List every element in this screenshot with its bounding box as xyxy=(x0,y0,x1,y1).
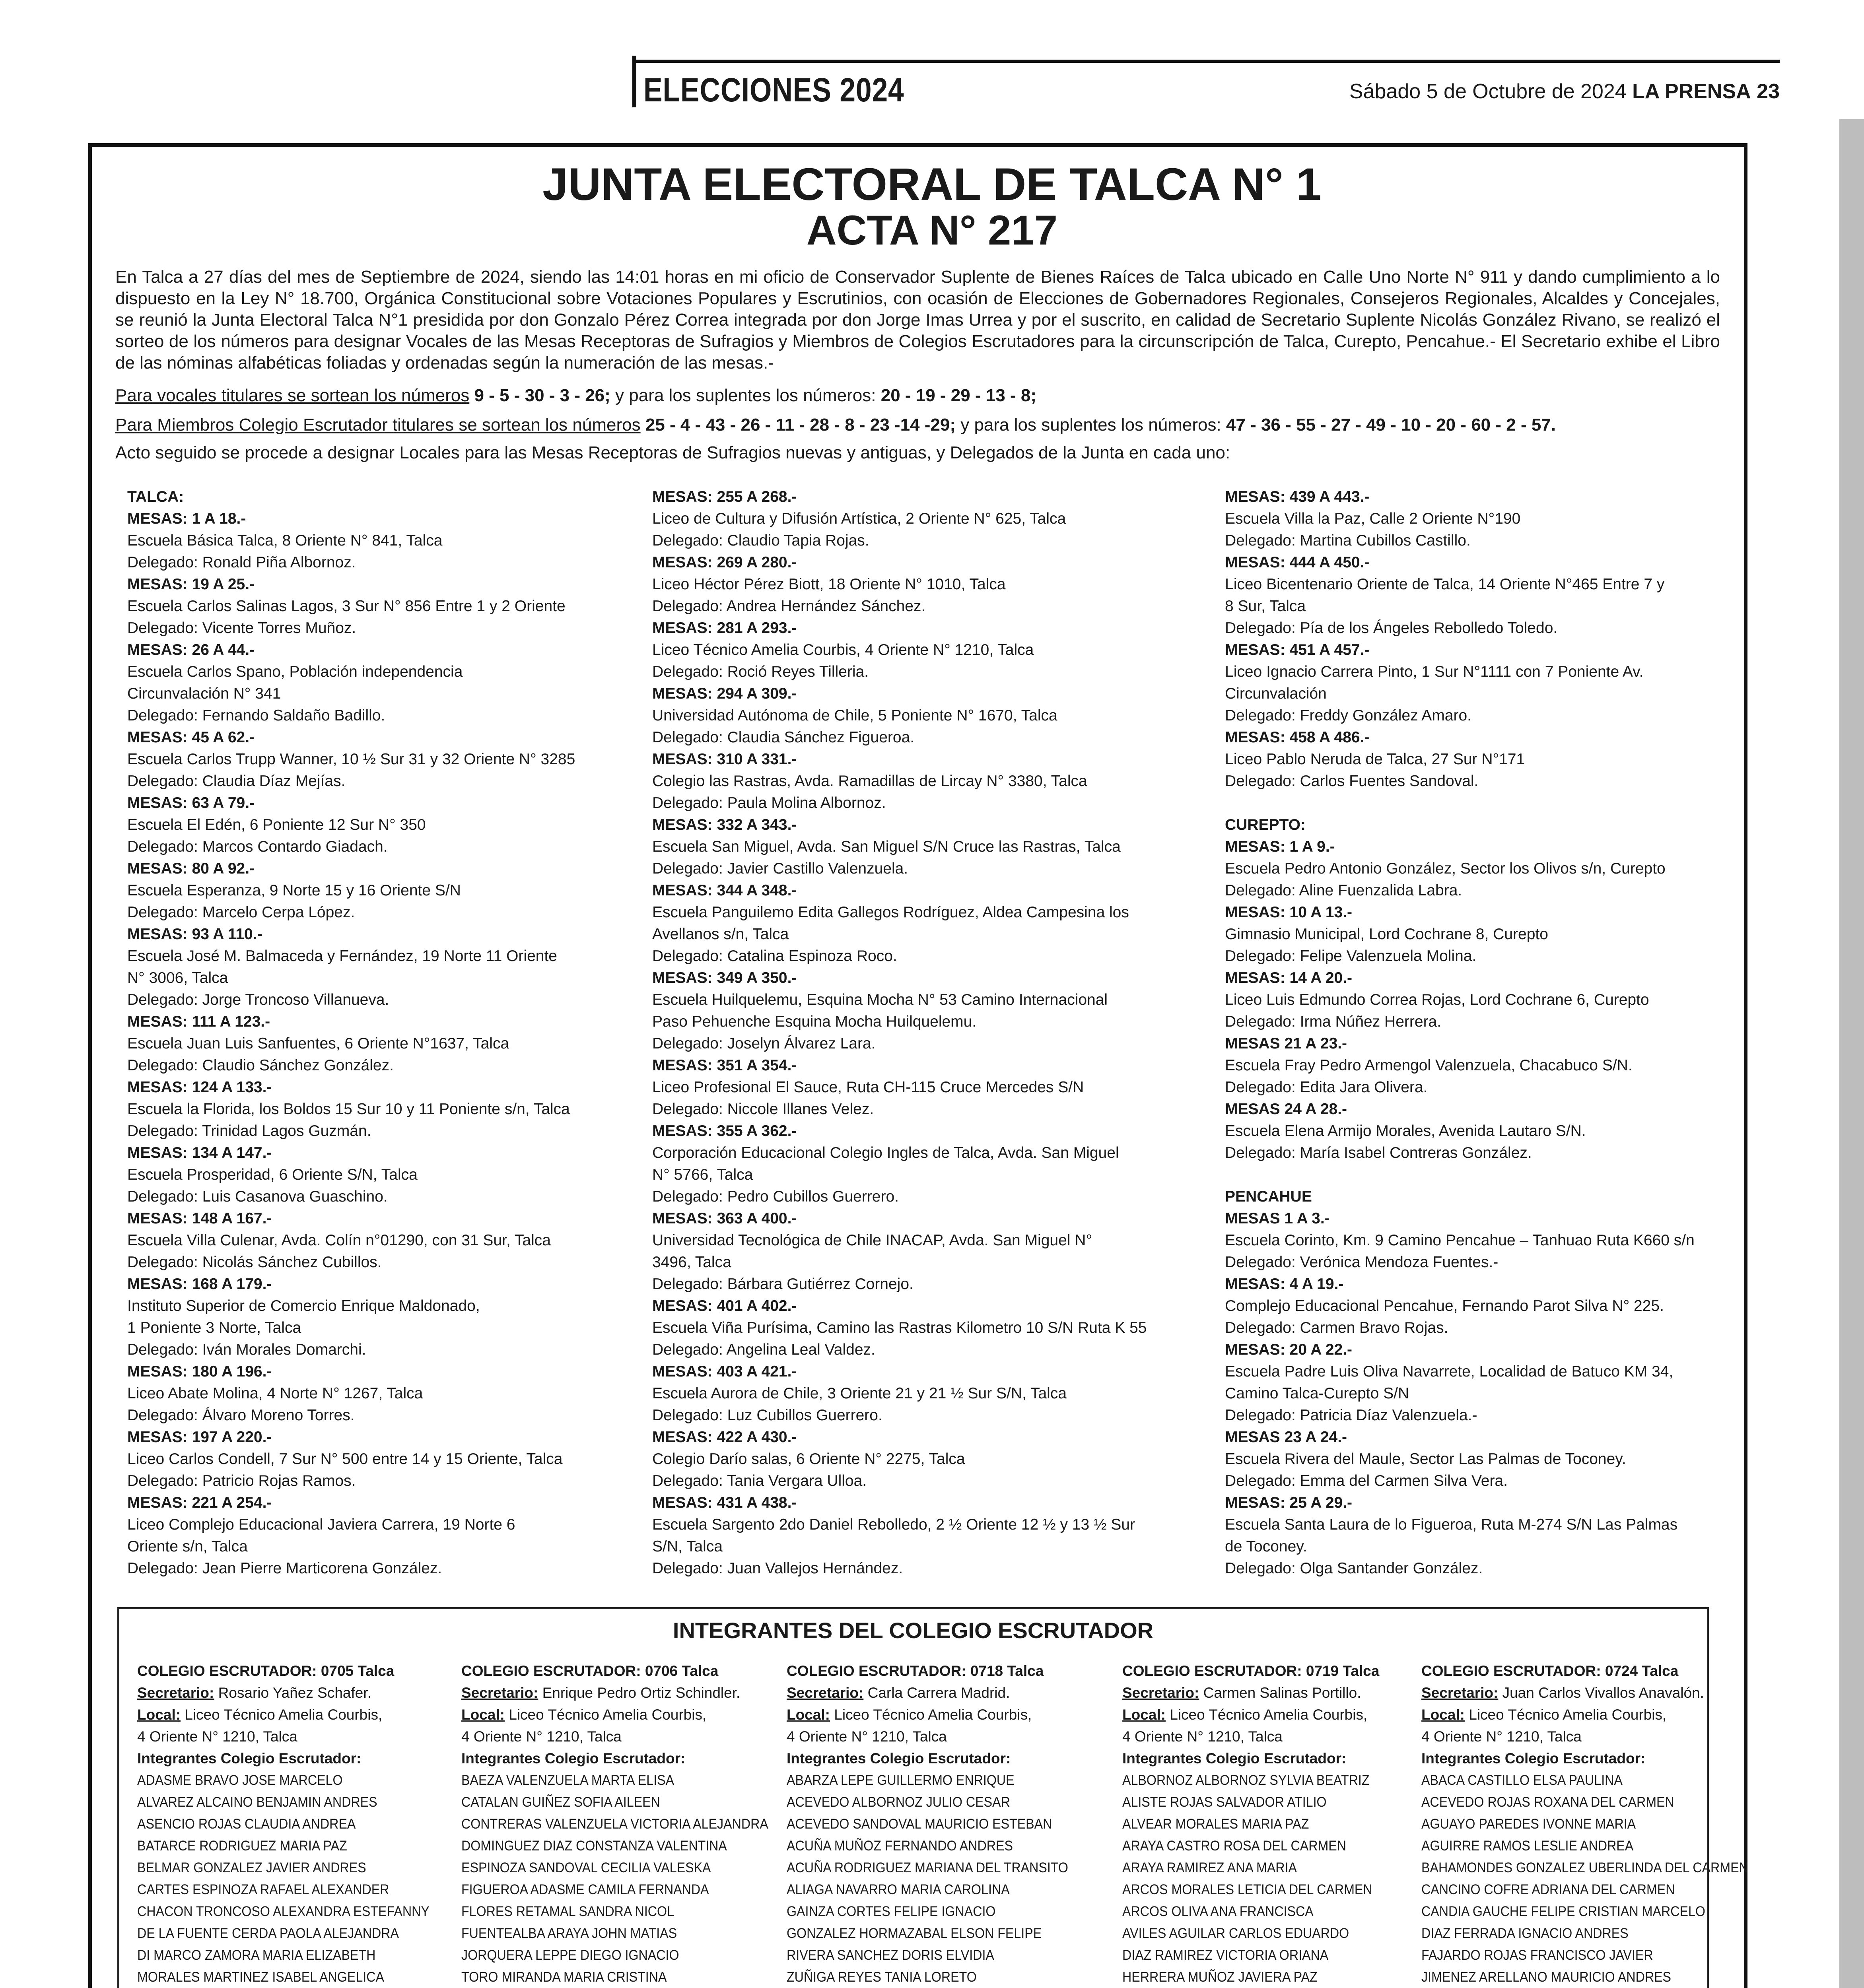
mesas-heading: MESAS: 14 A 20.- xyxy=(1225,969,1353,986)
colegio-label: COLEGIO ESCRUTADOR: xyxy=(1122,1663,1302,1679)
mesas-heading: MESAS: 45 A 62.- xyxy=(127,729,255,746)
locale-line: Liceo Pablo Neruda de Talca, 27 Sur N°171 xyxy=(1225,751,1525,768)
integrante-name: MORALES MARTINEZ ISABEL ANGELICA xyxy=(137,1969,384,1985)
mesas-heading: MESAS: 431 A 438.- xyxy=(652,1494,797,1511)
mesas-heading: MESAS: 451 A 457.- xyxy=(1225,641,1370,658)
secretario-label: Secretario: xyxy=(1122,1685,1199,1701)
locale-line: Escuela Elena Armijo Morales, Avenida Lautaro S/N. xyxy=(1225,1122,1586,1140)
colegio-0705 xyxy=(137,1660,455,1988)
locale-line: N° 5766, Talca xyxy=(652,1166,753,1183)
colegio-local xyxy=(461,1704,795,1726)
integrante-name: AGUAYO PAREDES IVONNE MARIA xyxy=(1421,1816,1636,1832)
mesas-heading: MESAS: 403 A 421.- xyxy=(652,1363,797,1380)
locale-line: 8 Sur, Talca xyxy=(1225,598,1306,615)
mesas-heading: MESAS: 294 A 309.- xyxy=(652,685,797,702)
colegio-local-2 xyxy=(461,1726,795,1747)
page-edge-right xyxy=(1839,119,1864,1988)
locale-line: Escuela Pedro Antonio González, Sector los Olivos s/n, Curepto xyxy=(1225,860,1666,877)
locale-line: Escuela Carlos Salinas Lagos, 3 Sur N° 856 Entre 1 y 2 Oriente xyxy=(127,598,566,615)
integrante-name: AGUIRRE RAMOS LESLIE ANDREA xyxy=(1421,1838,1634,1854)
integrante-name: ACUÑA RODRIGUEZ MARIANA DEL TRANSITO xyxy=(787,1860,1068,1875)
integrante-name: ACEVEDO SANDOVAL MAURICIO ESTEBAN xyxy=(787,1816,1052,1832)
locale-line: Escuela Padre Luis Oliva Navarrete, Localidad de Batuco KM 34, xyxy=(1225,1363,1674,1380)
local-line-1: Liceo Técnico Amelia Courbis, xyxy=(185,1706,383,1723)
secretario-name: Enrique Pedro Ortiz Schindler. xyxy=(542,1685,741,1701)
colegio-code: 0705 Talca xyxy=(321,1663,395,1679)
locale-line: Delegado: Paula Molina Albornoz. xyxy=(652,794,886,812)
locale-line: Delegado: Claudio Sánchez González. xyxy=(127,1057,394,1074)
sorteo-vocales-label: Para vocales titulares se sortean los números xyxy=(115,386,470,405)
integrante-name: DIAZ RAMIREZ VICTORIA ORIANA xyxy=(1122,1947,1329,1963)
integrante-name: ACEVEDO ROJAS ROXANA DEL CARMEN xyxy=(1421,1794,1674,1810)
colegio-integrantes-header xyxy=(461,1747,795,1769)
locales-column-1 xyxy=(127,486,575,1579)
locale-line: Escuela Básica Talca, 8 Oriente N° 841, Talca xyxy=(127,532,443,549)
colegio-header xyxy=(1122,1660,1394,1682)
locale-line: Delegado: Nicolás Sánchez Cubillos. xyxy=(127,1254,382,1271)
sorteo-colegio-suplentes: 47 - 36 - 55 - 27 - 49 - 10 - 20 - 60 - 2 - 57. xyxy=(1226,415,1556,435)
integrante-name: ABARZA LEPE GUILLERMO ENRIQUE xyxy=(787,1773,1015,1788)
colegio-local-2 xyxy=(1421,1726,1777,1747)
local-line-2: 4 Oriente N° 1210, Talca xyxy=(137,1728,297,1745)
section-title: ELECCIONES 2024 xyxy=(643,71,904,109)
locale-line: Colegio Darío salas, 6 Oriente N° 2275, Talca xyxy=(652,1450,965,1468)
locale-line: Liceo Luis Edmundo Correa Rojas, Lord Cochrane 6, Curepto xyxy=(1225,991,1649,1008)
locale-line: 1 Poniente 3 Norte, Talca xyxy=(127,1319,301,1336)
mesas-heading: MESAS: 25 A 29.- xyxy=(1225,1494,1353,1511)
locale-line: Escuela Villa Culenar, Avda. Colín n°01290, con 31 Sur, Talca xyxy=(127,1232,551,1249)
integrante-name: CARTES ESPINOZA RAFAEL ALEXANDER xyxy=(137,1882,389,1897)
colegio-integrantes-header xyxy=(1421,1747,1777,1769)
integrante-name: ALISTE ROJAS SALVADOR ATILIO xyxy=(1122,1794,1327,1810)
locale-line: Delegado: Catalina Espinoza Roco. xyxy=(652,947,897,965)
locale-line: Oriente s/n, Talca xyxy=(127,1538,248,1555)
notice-title: JUNTA ELECTORAL DE TALCA N° 1 xyxy=(542,159,1322,210)
mesas-heading: MESAS: 93 A 110.- xyxy=(127,926,262,943)
locale-line: N° 3006, Talca xyxy=(127,969,228,986)
locale-line: Circunvalación N° 341 xyxy=(127,685,281,702)
mesas-heading: MESAS: 134 A 147.- xyxy=(127,1144,272,1161)
colegio-code: 0718 Talca xyxy=(970,1663,1044,1679)
locale-line: Escuela Viña Purísima, Camino las Rastras Kilometro 10 S/N Ruta K 55 xyxy=(652,1319,1147,1336)
locale-line: Delegado: Vicente Torres Muñoz. xyxy=(127,619,356,637)
local-line-2: 4 Oriente N° 1210, Talca xyxy=(1421,1728,1582,1745)
locale-line: Delegado: Verónica Mendoza Fuentes.- xyxy=(1225,1254,1499,1271)
mesas-heading: MESAS: 26 A 44.- xyxy=(127,641,255,658)
mesas-heading: MESAS: 281 A 293.- xyxy=(652,619,797,637)
sorteo-colegio-label: Para Miembros Colegio Escrutador titulares se sortean los números xyxy=(115,415,641,435)
integrante-name: BELMAR GONZALEZ JAVIER ANDRES xyxy=(137,1860,366,1875)
locale-line: Liceo Bicentenario Oriente de Talca, 14 Oriente N°465 Entre 7 y xyxy=(1225,576,1665,593)
integrante-name: ZUÑIGA REYES TANIA LORETO xyxy=(787,1969,977,1985)
secretario-name: Rosario Yañez Schafer. xyxy=(218,1685,371,1701)
locale-line: Delegado: Marcos Contardo Giadach. xyxy=(127,838,388,855)
locale-line: Escuela San Miguel, Avda. San Miguel S/N Cruce las Rastras, Talca xyxy=(652,838,1121,855)
integrante-name: ASENCIO ROJAS CLAUDIA ANDREA xyxy=(137,1816,356,1832)
colegio-0718 xyxy=(787,1660,1093,1988)
mesas-heading: MESAS: 255 A 268.- xyxy=(652,488,797,505)
sorteo-vocales-suplentes: 20 - 19 - 29 - 13 - 8; xyxy=(880,386,1037,405)
integrante-name: JORQUERA LEPPE DIEGO IGNACIO xyxy=(461,1947,679,1963)
integrante-name: BAEZA VALENZUELA MARTA ELISA xyxy=(461,1773,674,1788)
spacer xyxy=(1225,1164,1695,1186)
integrante-name: ACUÑA MUÑOZ FERNANDO ANDRES xyxy=(787,1838,1013,1854)
locale-line: Liceo Complejo Educacional Javiera Carrera, 19 Norte 6 xyxy=(127,1516,515,1533)
locale-line: Escuela Rivera del Maule, Sector Las Palmas de Toconey. xyxy=(1225,1450,1626,1468)
mesas-heading: MESAS: 111 A 123.- xyxy=(127,1013,270,1030)
integrante-name: ALVEAR MORALES MARIA PAZ xyxy=(1122,1816,1309,1832)
integrante-name: FLORES RETAMAL SANDRA NICOL xyxy=(461,1904,674,1919)
mesas-heading: MESAS: 10 A 13.- xyxy=(1225,904,1353,921)
locale-line: Escuela Villa la Paz, Calle 2 Oriente N°190 xyxy=(1225,510,1521,527)
locale-line: Delegado: Fernando Saldaño Badillo. xyxy=(127,707,385,724)
paper-name: LA PRENSA xyxy=(1632,80,1751,103)
locale-line: Delegado: Martina Cubillos Castillo. xyxy=(1225,532,1471,549)
colegio-0706 xyxy=(461,1660,795,1988)
colegio-local xyxy=(1421,1704,1777,1726)
locale-line: Liceo Héctor Pérez Biott, 18 Oriente N° 1010, Talca xyxy=(652,576,1006,593)
integrante-name: CHACON TRONCOSO ALEXANDRA ESTEFANNY xyxy=(137,1904,430,1919)
locale-line: Escuela José M. Balmaceda y Fernández, 19 Norte 11 Oriente xyxy=(127,947,557,965)
locale-line: Delegado: Andrea Hernández Sánchez. xyxy=(652,598,926,615)
integrante-name: DI MARCO ZAMORA MARIA ELIZABETH xyxy=(137,1947,376,1963)
locale-line: Universidad Tecnológica de Chile INACAP, Avda. San Miguel N° xyxy=(652,1232,1092,1249)
locale-line: Liceo Ignacio Carrera Pinto, 1 Sur N°1111 con 7 Poniente Av. xyxy=(1225,663,1644,680)
mesas-heading: MESAS: 332 A 343.- xyxy=(652,816,797,833)
mesas-heading: MESAS: 1 A 9.- xyxy=(1225,838,1335,855)
mesas-heading: MESAS: 363 A 400.- xyxy=(652,1210,797,1227)
colegio-label: COLEGIO ESCRUTADOR: xyxy=(1421,1663,1601,1679)
locale-line: Delegado: Joselyn Álvarez Lara. xyxy=(652,1035,876,1052)
mesas-heading: MESAS: 180 A 196.- xyxy=(127,1363,272,1380)
locale-line: Delegado: Carlos Fuentes Sandoval. xyxy=(1225,773,1479,790)
locale-line: Liceo Abate Molina, 4 Norte N° 1267, Talca xyxy=(127,1385,423,1402)
colegio-secretario xyxy=(1421,1682,1777,1704)
integrante-name: FAJARDO ROJAS FRANCISCO JAVIER xyxy=(1421,1947,1653,1963)
integrante-name: ALVAREZ ALCAINO BENJAMIN ANDRES xyxy=(137,1794,377,1810)
mesas-heading: MESAS: 422 A 430.- xyxy=(652,1429,797,1446)
mesas-heading: CUREPTO: xyxy=(1225,816,1306,833)
colegio-secretario xyxy=(787,1682,1093,1704)
colegio-header xyxy=(1421,1660,1777,1682)
integrante-name: FUENTEALBA ARAYA JOHN MATIAS xyxy=(461,1926,677,1941)
colegio-label: COLEGIO ESCRUTADOR: xyxy=(461,1663,641,1679)
locale-line: Delegado: Angelina Leal Valdez. xyxy=(652,1341,875,1358)
colegio-code: 0724 Talca xyxy=(1605,1663,1679,1679)
locale-line: Delegado: Claudio Tapia Rojas. xyxy=(652,532,869,549)
locale-line: Escuela Juan Luis Sanfuentes, 6 Oriente N°1637, Talca xyxy=(127,1035,509,1052)
mesas-heading: MESAS: 439 A 443.- xyxy=(1225,488,1370,505)
integrante-name: CANDIA GAUCHE FELIPE CRISTIAN MARCELO xyxy=(1421,1904,1705,1919)
local-label: Local: xyxy=(787,1706,830,1723)
locales-column-3 xyxy=(1225,486,1695,1579)
locale-line: Delegado: Ronald Piña Albornoz. xyxy=(127,554,356,571)
locale-line: Liceo Técnico Amelia Courbis, 4 Oriente N° 1210, Talca xyxy=(652,641,1034,658)
mesas-heading: PENCAHUE xyxy=(1225,1188,1312,1205)
mesas-heading: MESAS: 221 A 254.- xyxy=(127,1494,272,1511)
local-line-2: 4 Oriente N° 1210, Talca xyxy=(1122,1728,1283,1745)
locale-line: Escuela Prosperidad, 6 Oriente S/N, Talca xyxy=(127,1166,418,1183)
colegio-local xyxy=(1122,1704,1394,1726)
mesas-heading: MESAS: 401 A 402.- xyxy=(652,1297,797,1314)
integrante-name: ABACA CASTILLO ELSA PAULINA xyxy=(1421,1773,1623,1788)
integrantes-label: Integrantes Colegio Escrutador: xyxy=(461,1750,686,1767)
integrante-name: DOMINGUEZ DIAZ CONSTANZA VALENTINA xyxy=(461,1838,727,1854)
notice-subtitle: ACTA N° 217 xyxy=(806,207,1058,254)
mesas-heading: MESAS: 310 A 331.- xyxy=(652,751,797,768)
locale-line: Instituto Superior de Comercio Enrique Maldonado, xyxy=(127,1297,480,1314)
secretario-name: Carmen Salinas Portillo. xyxy=(1203,1685,1361,1701)
locale-line: Delegado: Jorge Troncoso Villanueva. xyxy=(127,991,389,1008)
locale-line: Escuela Fray Pedro Armengol Valenzuela, Chacabuco S/N. xyxy=(1225,1057,1633,1074)
sorteo-colegio-titulares: 25 - 4 - 43 - 26 - 11 - 28 - 8 - 23 -14 -29; xyxy=(645,415,956,435)
local-line-2: 4 Oriente N° 1210, Talca xyxy=(461,1728,622,1745)
mesas-heading: MESAS: 20 A 22.- xyxy=(1225,1341,1353,1358)
integrante-name: ARAYA CASTRO ROSA DEL CARMEN xyxy=(1122,1838,1347,1854)
locale-line: Delegado: Irma Núñez Herrera. xyxy=(1225,1013,1442,1030)
mesas-heading: MESAS: 269 A 280.- xyxy=(652,554,797,571)
colegio-header xyxy=(461,1660,795,1682)
integrantes-label: Integrantes Colegio Escrutador: xyxy=(1421,1750,1646,1767)
locale-line: Escuela Sargento 2do Daniel Rebolledo, 2 ½ Oriente 12 ½ y 13 ½ Sur xyxy=(652,1516,1135,1533)
mesas-heading: MESAS: 63 A 79.- xyxy=(127,794,255,812)
locale-line: Liceo Profesional El Sauce, Ruta CH-115 Cruce Mercedes S/N xyxy=(652,1079,1084,1096)
locale-line: Liceo Carlos Condell, 7 Sur N° 500 entre 14 y 15 Oriente, Talca xyxy=(127,1450,563,1468)
locale-line: Delegado: Jean Pierre Marticorena González. xyxy=(127,1560,442,1577)
locale-line: Avellanos s/n, Talca xyxy=(652,926,789,943)
locale-line: Delegado: Marcelo Cerpa López. xyxy=(127,904,355,921)
sorteo-vocales xyxy=(115,385,1730,406)
colegio-local xyxy=(137,1704,455,1726)
secretario-name: Juan Carlos Vivallos Anavalón. xyxy=(1502,1685,1704,1701)
locale-line: Corporación Educacional Colegio Ingles de Talca, Avda. San Miguel xyxy=(652,1144,1119,1161)
locale-line: Delegado: Bárbara Gutiérrez Cornejo. xyxy=(652,1276,914,1293)
mesas-heading: MESAS: 458 A 486.- xyxy=(1225,729,1370,746)
issue-date xyxy=(1349,80,1780,103)
mesas-heading: MESAS: 344 A 348.- xyxy=(652,882,797,899)
colegio-header xyxy=(787,1660,1093,1682)
colegio-code: 0706 Talca xyxy=(645,1663,719,1679)
locale-line: Delegado: Olga Santander González. xyxy=(1225,1560,1483,1577)
integrante-name: TORO MIRANDA MARIA CRISTINA xyxy=(461,1969,667,1985)
integrante-name: ADASME BRAVO JOSE MARCELO xyxy=(137,1773,343,1788)
mesas-heading: MESAS 24 A 28.- xyxy=(1225,1101,1347,1118)
sorteo-vocales-mid: y para los suplentes los números: xyxy=(610,386,881,405)
locale-line: Delegado: Patricia Díaz Valenzuela.- xyxy=(1225,1407,1477,1424)
mesas-heading: MESAS: 148 A 167.- xyxy=(127,1210,272,1227)
locale-line: Escuela Huilquelemu, Esquina Mocha N° 53 Camino Internacional xyxy=(652,991,1108,1008)
sorteo-vocales-titulares: 9 - 5 - 30 - 3 - 26; xyxy=(474,386,610,405)
local-line-2: 4 Oriente N° 1210, Talca xyxy=(787,1728,947,1745)
colegio-local-2 xyxy=(787,1726,1093,1747)
locale-line: Delegado: Felipe Valenzuela Molina. xyxy=(1225,947,1477,965)
integrante-name: GONZALEZ HORMAZABAL ELSON FELIPE xyxy=(787,1926,1042,1941)
integrante-name: FIGUEROA ADASME CAMILA FERNANDA xyxy=(461,1882,709,1897)
locale-line: Escuela El Edén, 6 Poniente 12 Sur N° 350 xyxy=(127,816,426,833)
local-label: Local: xyxy=(1122,1706,1166,1723)
mesas-heading: MESAS: 1 A 18.- xyxy=(127,510,246,527)
mesas-heading: MESAS: 351 A 354.- xyxy=(652,1057,797,1074)
locale-line: Delegado: María Isabel Contreras González. xyxy=(1225,1144,1532,1161)
mesas-heading: TALCA: xyxy=(127,488,184,505)
colegio-local-2 xyxy=(1122,1726,1394,1747)
locale-line: Circunvalación xyxy=(1225,685,1327,702)
local-label: Local: xyxy=(137,1706,181,1723)
locale-line: Delegado: Luis Casanova Guaschino. xyxy=(127,1188,388,1205)
local-label: Local: xyxy=(1421,1706,1465,1723)
integrante-name: ALBORNOZ ALBORNOZ SYLVIA BEATRIZ xyxy=(1122,1773,1370,1788)
local-line-1: Liceo Técnico Amelia Courbis, xyxy=(1469,1706,1667,1723)
integrante-name: RIVERA SANCHEZ DORIS ELVIDIA xyxy=(787,1947,994,1963)
integrante-name: GAINZA CORTES FELIPE IGNACIO xyxy=(787,1904,996,1919)
integrante-name: JIMENEZ ARELLANO MAURICIO ANDRES xyxy=(1421,1969,1672,1985)
colegio-label: COLEGIO ESCRUTADOR: xyxy=(137,1663,317,1679)
colegio-code: 0719 Talca xyxy=(1306,1663,1380,1679)
locale-line: Delegado: Claudia Díaz Mejías. xyxy=(127,773,346,790)
page-number: 23 xyxy=(1757,80,1780,103)
colegio-secretario xyxy=(137,1682,455,1704)
locale-line: Delegado: Freddy González Amaro. xyxy=(1225,707,1472,724)
local-line-1: Liceo Técnico Amelia Courbis, xyxy=(1170,1706,1368,1723)
locale-line: Universidad Autónoma de Chile, 5 Poniente N° 1670, Talca xyxy=(652,707,1057,724)
intro-paragraph: En Talca a 27 días del mes de Septiembre de 2024, siendo las 14:01 horas en mi oficio de Conservador Suplente de Bienes Raíces de Talca ubicado en Calle Uno Norte N° 911 y dando cumplimiento a lo dispuesto en la Ley N° 18.700, Orgánica Constitucional sobre Votaciones Populares y Escrutinios, con ocasión de Elecciones de Gobernadores Regionales, Consejeros Regionales, Alcaldes y Concejales, se reunió la Junta Electoral Talca N°1 presidida por don Gonzalo Pérez Correa integrada por don Jorge Imas Urrea y por el suscrito, en calidad de Secretario Suplente Nicolás González Rivano, se realizó el sorteo de los números para designar Vocales de las Mesas Receptoras de Sufragios y Miembros de Colegios Escrutadores para la circunscripción de Talca, Curepto, Pencahue.- El Secretario exhibe el Libro de las nóminas alfabéticas foliadas y ordenadas según la numeración de las mesas.- xyxy=(115,267,1720,373)
integrante-name: AVILES AGUILAR CARLOS EDUARDO xyxy=(1122,1926,1349,1941)
locale-line: Delegado: Edita Jara Olivera. xyxy=(1225,1079,1428,1096)
locale-line: Colegio las Rastras, Avda. Ramadillas de Lircay N° 3380, Talca xyxy=(652,773,1087,790)
date-text: Sábado 5 de Octubre de 2024 xyxy=(1349,80,1627,103)
locale-line: Delegado: Álvaro Moreno Torres. xyxy=(127,1407,355,1424)
locale-line: Delegado: Carmen Bravo Rojas. xyxy=(1225,1319,1448,1336)
locale-line: Escuela Aurora de Chile, 3 Oriente 21 y 21 ½ Sur S/N, Talca xyxy=(652,1385,1067,1402)
mesas-heading: MESAS 21 A 23.- xyxy=(1225,1035,1347,1052)
locale-line: Delegado: Niccole Illanes Velez. xyxy=(652,1101,874,1118)
locale-line: Delegado: Roció Reyes Tilleria. xyxy=(652,663,869,680)
locale-line: Complejo Educacional Pencahue, Fernando Parot Silva N° 225. xyxy=(1225,1297,1664,1314)
colegio-secretario xyxy=(1122,1682,1394,1704)
integrantes-label: Integrantes Colegio Escrutador: xyxy=(787,1750,1011,1767)
integrante-name: BAHAMONDES GONZALEZ UBERLINDA DEL CARMEN xyxy=(1421,1860,1748,1875)
locale-line: de Toconey. xyxy=(1225,1538,1307,1555)
locale-line: Escuela Santa Laura de lo Figueroa, Ruta M-274 S/N Las Palmas xyxy=(1225,1516,1678,1533)
integrante-name: BATARCE RODRIGUEZ MARIA PAZ xyxy=(137,1838,347,1854)
colegio-label: COLEGIO ESCRUTADOR: xyxy=(787,1663,966,1679)
mesas-heading: MESAS: 355 A 362.- xyxy=(652,1122,797,1140)
locales-column-2 xyxy=(652,486,1147,1579)
secretario-label: Secretario: xyxy=(461,1685,538,1701)
header-bar xyxy=(632,56,636,107)
mesas-heading: MESAS: 19 A 25.- xyxy=(127,576,255,593)
colegio-local xyxy=(787,1704,1093,1726)
locale-line: Gimnasio Municipal, Lord Cochrane 8, Curepto xyxy=(1225,926,1548,943)
locale-line: Delegado: Iván Morales Domarchi. xyxy=(127,1341,366,1358)
locale-line: Delegado: Javier Castillo Valenzuela. xyxy=(652,860,908,877)
colegio-integrantes-header xyxy=(1122,1747,1394,1769)
locale-line: Delegado: Patricio Rojas Ramos. xyxy=(127,1472,356,1489)
secretario-label: Secretario: xyxy=(137,1685,214,1701)
integrante-name: ESPINOZA SANDOVAL CECILIA VALESKA xyxy=(461,1860,711,1875)
locale-line: Delegado: Emma del Carmen Silva Vera. xyxy=(1225,1472,1508,1489)
locales-intro: Acto seguido se procede a designar Locales para las Mesas Receptoras de Sufragios nuevas y antiguas, y Delegados de la Junta en cada uno: xyxy=(115,443,1230,462)
page-header xyxy=(0,0,1864,119)
integrantes-label: Integrantes Colegio Escrutador: xyxy=(137,1750,362,1767)
locale-line: Escuela Carlos Spano, Población independencia xyxy=(127,663,463,680)
sorteo-colegio xyxy=(115,414,1730,436)
spacer xyxy=(1225,792,1695,814)
integrante-name: ARCOS MORALES LETICIA DEL CARMEN xyxy=(1122,1882,1372,1897)
secretario-label: Secretario: xyxy=(787,1685,864,1701)
mesas-heading: MESAS: 349 A 350.- xyxy=(652,969,797,986)
locale-line: Escuela Corinto, Km. 9 Camino Pencahue – Tanhuao Ruta K660 s/n xyxy=(1225,1232,1695,1249)
integrante-name: ALIAGA NAVARRO MARIA CAROLINA xyxy=(787,1882,1010,1897)
integrante-name: HERRERA MUÑOZ JAVIERA PAZ xyxy=(1122,1969,1318,1985)
locale-line: Delegado: Tania Vergara Ulloa. xyxy=(652,1472,867,1489)
locale-line: Delegado: Juan Vallejos Hernández. xyxy=(652,1560,903,1577)
integrante-name: DIAZ FERRADA IGNACIO ANDRES xyxy=(1421,1926,1629,1941)
mesas-heading: MESAS: 168 A 179.- xyxy=(127,1276,272,1293)
sorteo-colegio-mid: y para los suplentes los números: xyxy=(956,415,1226,435)
locale-line: Liceo de Cultura y Difusión Artística, 2 Oriente N° 625, Talca xyxy=(652,510,1066,527)
locale-line: Delegado: Pedro Cubillos Guerrero. xyxy=(652,1188,899,1205)
integrante-name: CATALAN GUIÑEZ SOFIA AILEEN xyxy=(461,1794,660,1810)
mesas-heading: MESAS 1 A 3.- xyxy=(1225,1210,1330,1227)
local-line-1: Liceo Técnico Amelia Courbis, xyxy=(509,1706,707,1723)
colegio-0724 xyxy=(1421,1660,1777,1988)
locale-line: Delegado: Luz Cubillos Guerrero. xyxy=(652,1407,882,1424)
colegio-title: INTEGRANTES DEL COLEGIO ESCRUTADOR xyxy=(673,1618,1154,1643)
local-line-1: Liceo Técnico Amelia Courbis, xyxy=(834,1706,1032,1723)
colegio-header xyxy=(137,1660,455,1682)
locale-line: Delegado: Aline Fuenzalida Labra. xyxy=(1225,882,1462,899)
colegio-0719 xyxy=(1122,1660,1394,1988)
locale-line: Delegado: Pía de los Ángeles Rebolledo Toledo. xyxy=(1225,619,1558,637)
locale-line: Escuela Esperanza, 9 Norte 15 y 16 Oriente S/N xyxy=(127,882,461,899)
locale-line: Paso Pehuenche Esquina Mocha Huilquelemu. xyxy=(652,1013,977,1030)
integrante-name: CANCINO COFRE ADRIANA DEL CARMEN xyxy=(1421,1882,1675,1897)
locale-line: Escuela Carlos Trupp Wanner, 10 ½ Sur 31 y 32 Oriente N° 3285 xyxy=(127,751,575,768)
colegio-secretario xyxy=(461,1682,795,1704)
integrante-name: CONTRERAS VALENZUELA VICTORIA ALEJANDRA xyxy=(461,1816,768,1832)
mesas-heading: MESAS 23 A 24.- xyxy=(1225,1429,1347,1446)
integrante-name: ARAYA RAMIREZ ANA MARIA xyxy=(1122,1860,1297,1875)
mesas-heading: MESAS: 4 A 19.- xyxy=(1225,1276,1344,1293)
mesas-heading: MESAS: 444 A 450.- xyxy=(1225,554,1370,571)
integrantes-label: Integrantes Colegio Escrutador: xyxy=(1122,1750,1347,1767)
locale-line: Camino Talca-Curepto S/N xyxy=(1225,1385,1409,1402)
integrante-name: DE LA FUENTE CERDA PAOLA ALEJANDRA xyxy=(137,1926,399,1941)
secretario-label: Secretario: xyxy=(1421,1685,1499,1701)
mesas-heading: MESAS: 197 A 220.- xyxy=(127,1429,272,1446)
integrante-name: ARCOS OLIVA ANA FRANCISCA xyxy=(1122,1904,1314,1919)
local-label: Local: xyxy=(461,1706,505,1723)
locale-line: Escuela la Florida, los Boldos 15 Sur 10 y 11 Poniente s/n, Talca xyxy=(127,1101,570,1118)
mesas-heading: MESAS: 124 A 133.- xyxy=(127,1079,272,1096)
integrante-name: ACEVEDO ALBORNOZ JULIO CESAR xyxy=(787,1794,1010,1810)
colegio-integrantes-header xyxy=(787,1747,1093,1769)
secretario-name: Carla Carrera Madrid. xyxy=(867,1685,1010,1701)
mesas-heading: MESAS: 80 A 92.- xyxy=(127,860,255,877)
locale-line: 3496, Talca xyxy=(652,1254,731,1271)
locale-line: Delegado: Trinidad Lagos Guzmán. xyxy=(127,1122,371,1140)
colegio-local-2 xyxy=(137,1726,455,1747)
locale-line: S/N, Talca xyxy=(652,1538,723,1555)
locale-line: Delegado: Claudia Sánchez Figueroa. xyxy=(652,729,915,746)
locale-line: Escuela Panguilemo Edita Gallegos Rodríguez, Aldea Campesina los xyxy=(652,904,1129,921)
header-rule xyxy=(634,60,1780,63)
colegio-integrantes-header xyxy=(137,1747,455,1769)
